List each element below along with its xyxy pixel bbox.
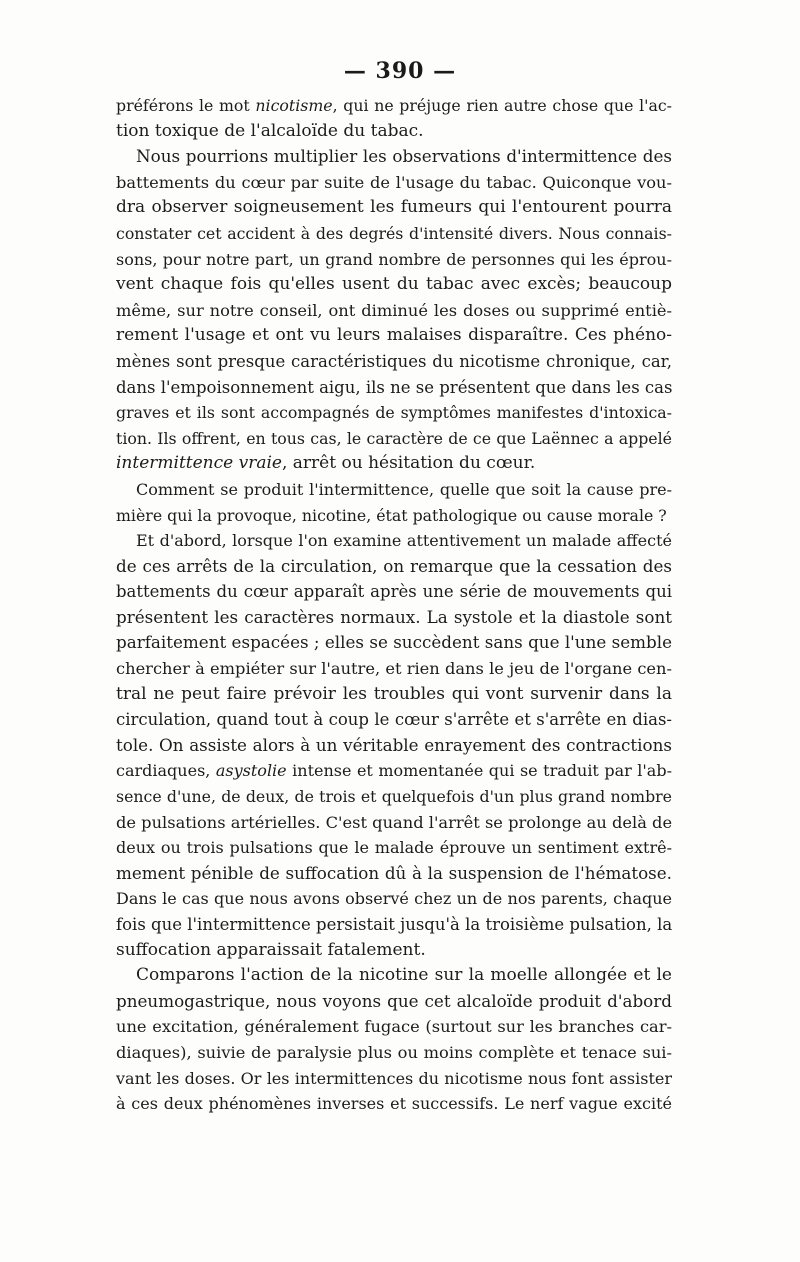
text-run: sons, pour notre part, un grand nombre de personnes qui les éprou- [116, 249, 672, 269]
text-line [116, 247, 672, 273]
text-line [116, 1091, 672, 1117]
text-run: graves et ils sont accompagnés de symptômes manifestes d'intoxica- [116, 403, 672, 423]
text-line [116, 554, 672, 580]
text-line [116, 195, 672, 221]
body-text [116, 93, 672, 1117]
text-run: fois que l'intermittence persistait jusqu'à la troisième pulsation, la [116, 915, 672, 934]
text-line [116, 1040, 672, 1066]
text-line [116, 93, 672, 119]
text-run: deux ou trois pulsations que le malade éprouve un sentiment extrê- [116, 838, 672, 858]
italic-term: intermittence vraie [116, 453, 282, 474]
italic-term: asystolie [215, 761, 287, 781]
text-run: mènes sont presque caractéristiques du nicotisme chronique, car, [116, 351, 672, 371]
text-run: , arrêt ou hésitation du cœur. [281, 453, 536, 474]
text-run: vant les doses. Or les intermittences du nicotisme nous font assister [116, 1068, 672, 1088]
text-run: de ces arrêts de la circulation, on remarque que la cessation des [116, 555, 672, 576]
text-run: rement l'usage et ont vu leurs malaises disparaître. Ces phéno- [116, 325, 672, 346]
text-run: sence d'une, de deux, de trois et quelquefois d'un plus grand nombre [116, 787, 672, 807]
text-line [116, 221, 672, 247]
text-line [116, 503, 672, 529]
text-line [116, 426, 672, 452]
text-line [116, 656, 672, 682]
text-run: une excitation, généralement fugace (surtout sur les branches car- [116, 1017, 672, 1037]
text-line [116, 605, 672, 631]
text-run: Nous pourrions multiplier les observations d'intermittence des [136, 146, 672, 167]
text-line [116, 528, 672, 554]
text-line [116, 272, 672, 298]
text-line [116, 119, 672, 145]
text-line [116, 1066, 672, 1092]
text-run: de pulsations artérielles. C'est quand l'arrêt se prolonge au delà de [116, 812, 672, 832]
text-line [116, 451, 672, 477]
text-run: diaques), suivie de paralysie plus ou moins complète et tenace sui- [116, 1042, 672, 1062]
text-run: préférons le mot [116, 96, 256, 115]
text-line [116, 298, 672, 324]
text-run: Comparons l'action de la nicotine sur la moelle allongée et le [136, 965, 672, 986]
text-run: Dans le cas que nous avons observé chez un de nos parents, chaque [116, 889, 672, 909]
text-run: battements du cœur apparaît après une série de mouvements qui [116, 582, 672, 602]
text-line [116, 170, 672, 196]
text-run: dans l'empoisonnement aigu, ils ne se présentent que dans les cas [116, 377, 672, 397]
text-run: Comment se produit l'intermittence, quelle que soit la cause pre- [136, 479, 672, 499]
text-line [116, 989, 672, 1015]
text-run: cardiaques, [116, 761, 216, 781]
text-line [116, 144, 672, 170]
text-run: vent chaque fois qu'elles usent du tabac avec excès; beaucoup [116, 274, 672, 295]
text-run: constater cet accident à des degrés d'intensité divers. Nous connais- [116, 223, 672, 243]
text-run: battements du cœur par suite de l'usage du tabac. Quiconque vou- [116, 172, 672, 192]
text-line [116, 682, 672, 708]
text-line [116, 835, 672, 861]
text-line [116, 323, 672, 349]
text-run: pneumogastrique, nous voyons que cet alcaloïde produit d'abord [116, 990, 672, 1011]
text-line [116, 375, 672, 401]
text-line [116, 733, 672, 759]
text-line [116, 938, 672, 964]
page-number: — 390 — [343, 58, 457, 84]
text-run: chercher à empiéter sur l'autre, et rien dans le jeu de l'organe cen- [116, 659, 672, 679]
text-line [116, 861, 672, 887]
text-line [116, 707, 672, 733]
text-line [116, 1014, 672, 1040]
text-run: tral ne peut faire prévoir les troubles qui vont survenir dans la [116, 683, 672, 704]
text-line [116, 400, 672, 426]
text-run: tion toxique de l'alcaloïde du tabac. [116, 120, 424, 141]
text-run: intense et momentanée qui se traduit par l'ab- [286, 761, 672, 781]
text-run: même, sur notre conseil, ont diminué les doses ou supprimé entiè- [116, 300, 672, 320]
text-line [116, 784, 672, 810]
text-line [116, 579, 672, 605]
text-line [116, 477, 672, 503]
text-run: Et d'abord, lorsque l'on examine attentivement un malade affecté [136, 531, 672, 551]
text-run: tole. On assiste alors à un véritable enrayement des contractions [116, 734, 672, 755]
italic-term: nicotisme [255, 96, 333, 115]
text-run: , qui ne préjuge rien autre chose que l'ac- [332, 96, 672, 115]
text-line [116, 886, 672, 912]
text-run: tion. Ils offrent, en tous cas, le caractère de ce que Laënnec a appelé [116, 428, 672, 448]
text-line [116, 810, 672, 836]
text-line [116, 912, 672, 938]
text-line [116, 758, 672, 784]
text-run: mière qui la provoque, nicotine, état pathologique ou cause morale ? [116, 505, 667, 525]
text-run: circulation, quand tout à coup le cœur s'arrête et s'arrête en dias- [116, 710, 672, 730]
text-run: parfaitement espacées ; elles se succèdent sans que l'une semble [116, 632, 672, 653]
text-run: mement pénible de suffocation dû à la suspension de l'hématose. [116, 862, 672, 883]
text-run: présentent les caractères normaux. La systole et la diastole sont [116, 606, 672, 627]
text-line [116, 630, 672, 656]
text-line [116, 349, 672, 375]
text-run: à ces deux phénomènes inverses et successifs. Le nerf vague excité [116, 1094, 672, 1114]
text-line [116, 963, 672, 989]
text-run: suffocation apparaissait fatalement. [116, 939, 426, 960]
text-run: dra observer soigneusement les fumeurs qui l'entourent pourra [116, 197, 672, 218]
